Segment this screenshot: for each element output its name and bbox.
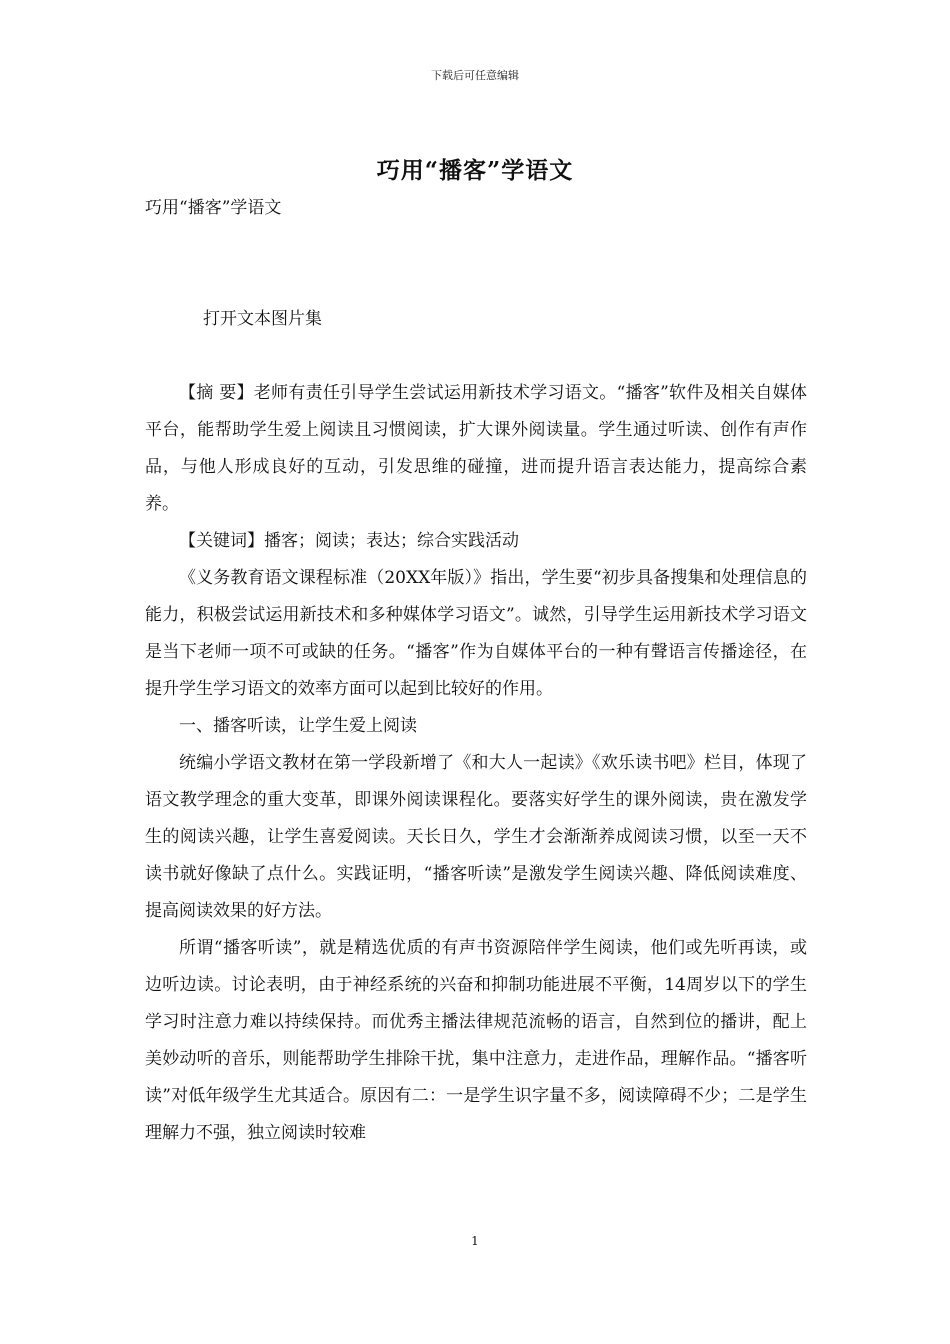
body-paragraph: 《义务教育语文课程标准（20XX年版）》指出，学生要“初步具备搜集和处理信息的能力，积极尝试运用新技术和多种媒体学习语文”。诚然，引导学生运用新技术学习语文是当下老师一项不可或缺的任务。“播客”作为自媒体平台的一种有聲语言传播途径，在提升学生学习语文的效率方面可以起到比较好的作用。 — [145, 568, 807, 699]
spacer — [145, 338, 807, 375]
document-title: 巧用“播客”学语文 — [376, 157, 574, 184]
abstract-paragraph: 【摘 要】老师有责任引导学生尝试运用新技术学习语文。“播客”软件及相关自媒体平台，能帮助学生爱上阅读且习惯阅读，扩大课外阅读量。学生通过听读、创作有声作品，与他人形成良好的互动，引发思维的碰撞，进而提升语言表达能力，提高综合素养。 — [145, 383, 807, 514]
spacer — [145, 227, 807, 301]
document-body — [145, 190, 807, 1152]
section-heading: 一、播客听读，让学生爱上阅读 — [179, 716, 417, 736]
keywords-paragraph: 【关键词】播客；阅读；表达；综合实践活动 — [179, 531, 519, 551]
image-gallery-link[interactable]: 打开文本图片集 — [203, 309, 322, 329]
body-paragraph: 统编小学语文教材在第一学段新增了《和大人一起读》《欢乐读书吧》栏目，体现了语文教学理念的重大变革，即课外阅读课程化。要落实好学生的课外阅读，贵在激发学生的阅读兴趣，让学生喜爱阅读。天长日久，学生才会渐渐养成阅读习惯，以至一天不读书就好像缺了点什么。实践证明，“播客听读”是激发学生阅读兴趣、降低阅读难度、提高阅读效果的好方法。 — [145, 753, 807, 921]
document-subtitle: 巧用“播客”学语文 — [145, 198, 282, 218]
page-number: 1 — [471, 1234, 479, 1248]
header-note: 下载后可任意编辑 — [431, 69, 519, 82]
body-paragraph: 所谓“播客听读”，就是精选优质的有声书资源陪伴学生阅读，他们或先听再读，或边听边读。讨论表明，由于神经系统的兴奋和抑制功能进展不平衡，14周岁以下的学生学习时注意力难以持续保持。而优秀主播法律规范流畅的语言，自然到位的播讲，配上美妙动听的音乐，则能帮助学生排除干扰，集中注意力，走进作品，理解作品。“播客听读”对低年级学生尤其适合。原因有二：一是学生识字量不多，阅读障碍不少；二是学生理解力不强，独立阅读时较难 — [145, 938, 807, 1143]
